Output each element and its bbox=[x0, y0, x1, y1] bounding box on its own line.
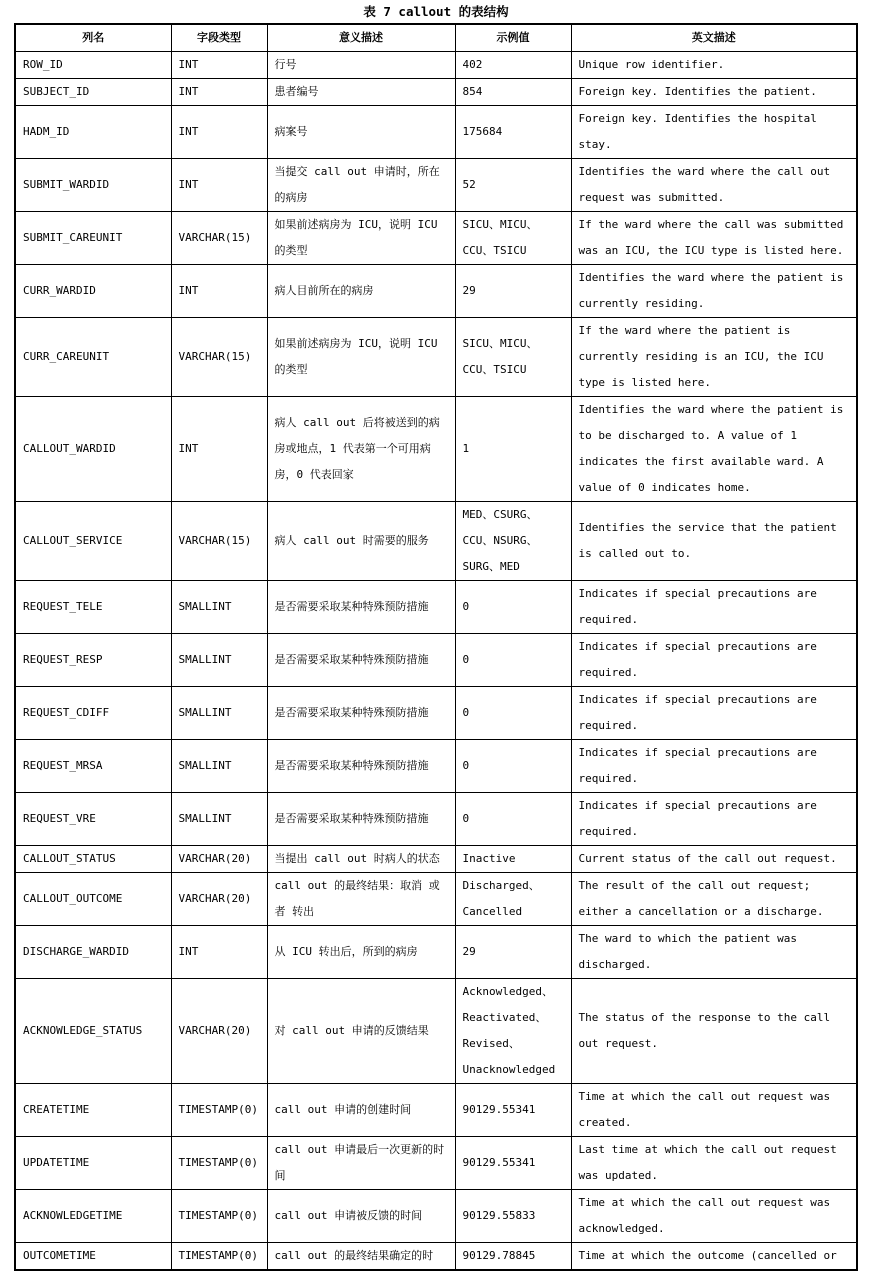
cell-column-name: CALLOUT_STATUS bbox=[15, 846, 171, 873]
cell-english-description: Indicates if special precautions are required. bbox=[571, 793, 857, 846]
cell-field-type: INT bbox=[171, 52, 267, 79]
table-row bbox=[15, 502, 857, 581]
cell-column-name: CURR_CAREUNIT bbox=[15, 318, 171, 397]
cell-english-description: Foreign key. Identifies the hospital stay. bbox=[571, 106, 857, 159]
cell-column-name: CALLOUT_SERVICE bbox=[15, 502, 171, 581]
cell-field-type: INT bbox=[171, 79, 267, 106]
cell-meaning: 当提交 call out 申请时，所在的病房 bbox=[267, 159, 455, 212]
cell-example: 0 bbox=[455, 581, 571, 634]
header-english-description: 英文描述 bbox=[571, 24, 857, 52]
cell-example: Inactive bbox=[455, 846, 571, 873]
cell-field-type: SMALLINT bbox=[171, 740, 267, 793]
table-row bbox=[15, 79, 857, 106]
cell-meaning: 当提出 call out 时病人的状态 bbox=[267, 846, 455, 873]
header-meaning: 意义描述 bbox=[267, 24, 455, 52]
cell-example: 29 bbox=[455, 265, 571, 318]
cell-english-description: The ward to which the patient was discharged. bbox=[571, 926, 857, 979]
cell-field-type: INT bbox=[171, 265, 267, 318]
cell-english-description: The result of the call out request; either a cancellation or a discharge. bbox=[571, 873, 857, 926]
cell-field-type: INT bbox=[171, 159, 267, 212]
table-row bbox=[15, 1190, 857, 1243]
cell-field-type: INT bbox=[171, 926, 267, 979]
cell-field-type: VARCHAR(20) bbox=[171, 873, 267, 926]
table-row bbox=[15, 634, 857, 687]
cell-example: 90129.78845 bbox=[455, 1243, 571, 1271]
cell-example: Discharged、Cancelled bbox=[455, 873, 571, 926]
cell-example: 90129.55341 bbox=[455, 1084, 571, 1137]
cell-field-type: SMALLINT bbox=[171, 793, 267, 846]
cell-english-description: Identifies the ward where the call out request was submitted. bbox=[571, 159, 857, 212]
cell-field-type: TIMESTAMP(0) bbox=[171, 1243, 267, 1271]
table-row bbox=[15, 1243, 857, 1271]
cell-english-description: If the ward where the call was submitted was an ICU, the ICU type is listed here. bbox=[571, 212, 857, 265]
cell-meaning: 行号 bbox=[267, 52, 455, 79]
cell-english-description: Indicates if special precautions are required. bbox=[571, 634, 857, 687]
table-row bbox=[15, 979, 857, 1084]
cell-column-name: DISCHARGE_WARDID bbox=[15, 926, 171, 979]
header-field-type: 字段类型 bbox=[171, 24, 267, 52]
cell-column-name: CALLOUT_WARDID bbox=[15, 397, 171, 502]
cell-column-name: ACKNOWLEDGE_STATUS bbox=[15, 979, 171, 1084]
cell-field-type: INT bbox=[171, 106, 267, 159]
table-row bbox=[15, 581, 857, 634]
cell-example: 854 bbox=[455, 79, 571, 106]
cell-meaning: 病人 call out 时需要的服务 bbox=[267, 502, 455, 581]
cell-english-description: Identifies the ward where the patient is currently residing. bbox=[571, 265, 857, 318]
cell-english-description: If the ward where the patient is currently residing is an ICU, the ICU type is listed here. bbox=[571, 318, 857, 397]
cell-english-description: Indicates if special precautions are required. bbox=[571, 740, 857, 793]
cell-english-description: Indicates if special precautions are required. bbox=[571, 687, 857, 740]
cell-column-name: SUBMIT_WARDID bbox=[15, 159, 171, 212]
table-row bbox=[15, 159, 857, 212]
cell-example: SICU、MICU、CCU、TSICU bbox=[455, 212, 571, 265]
cell-meaning: call out 申请最后一次更新的时间 bbox=[267, 1137, 455, 1190]
cell-field-type: TIMESTAMP(0) bbox=[171, 1190, 267, 1243]
cell-english-description: Time at which the call out request was created. bbox=[571, 1084, 857, 1137]
table-row bbox=[15, 793, 857, 846]
cell-field-type: SMALLINT bbox=[171, 581, 267, 634]
table-row bbox=[15, 1137, 857, 1190]
cell-field-type: TIMESTAMP(0) bbox=[171, 1137, 267, 1190]
cell-english-description: Indicates if special precautions are required. bbox=[571, 581, 857, 634]
cell-example: 0 bbox=[455, 634, 571, 687]
cell-meaning: 病人 call out 后将被送到的病房或地点，1 代表第一个可用病房，0 代表回家 bbox=[267, 397, 455, 502]
cell-example: 0 bbox=[455, 793, 571, 846]
cell-example: 402 bbox=[455, 52, 571, 79]
cell-english-description: Last time at which the call out request was updated. bbox=[571, 1137, 857, 1190]
cell-column-name: OUTCOMETIME bbox=[15, 1243, 171, 1271]
table-row bbox=[15, 873, 857, 926]
cell-meaning: 是否需要采取某种特殊预防措施 bbox=[267, 740, 455, 793]
cell-example: Acknowledged、Reactivated、Revised、Unacknowledged bbox=[455, 979, 571, 1084]
cell-meaning: 从 ICU 转出后，所到的病房 bbox=[267, 926, 455, 979]
cell-example: 52 bbox=[455, 159, 571, 212]
cell-field-type: INT bbox=[171, 397, 267, 502]
table-row bbox=[15, 926, 857, 979]
table-body bbox=[15, 52, 857, 1271]
table-row bbox=[15, 687, 857, 740]
cell-example: 175684 bbox=[455, 106, 571, 159]
cell-field-type: VARCHAR(20) bbox=[171, 846, 267, 873]
cell-example: 29 bbox=[455, 926, 571, 979]
cell-column-name: REQUEST_TELE bbox=[15, 581, 171, 634]
cell-field-type: VARCHAR(15) bbox=[171, 318, 267, 397]
cell-example: 90129.55341 bbox=[455, 1137, 571, 1190]
callout-table-structure bbox=[14, 23, 858, 1271]
cell-field-type: VARCHAR(20) bbox=[171, 979, 267, 1084]
cell-meaning: 如果前述病房为 ICU，说明 ICU 的类型 bbox=[267, 212, 455, 265]
table-header-row bbox=[15, 24, 857, 52]
cell-field-type: TIMESTAMP(0) bbox=[171, 1084, 267, 1137]
header-column-name: 列名 bbox=[15, 24, 171, 52]
cell-meaning: call out 申请的创建时间 bbox=[267, 1084, 455, 1137]
table-row bbox=[15, 397, 857, 502]
cell-example: 90129.55833 bbox=[455, 1190, 571, 1243]
table-row bbox=[15, 52, 857, 79]
cell-meaning: 对 call out 申请的反馈结果 bbox=[267, 979, 455, 1084]
table-row bbox=[15, 106, 857, 159]
cell-column-name: CURR_WARDID bbox=[15, 265, 171, 318]
cell-english-description: The status of the response to the call out request. bbox=[571, 979, 857, 1084]
cell-meaning: 病案号 bbox=[267, 106, 455, 159]
table-row bbox=[15, 212, 857, 265]
cell-meaning: 如果前述病房为 ICU，说明 ICU 的类型 bbox=[267, 318, 455, 397]
cell-column-name: HADM_ID bbox=[15, 106, 171, 159]
cell-column-name: UPDATETIME bbox=[15, 1137, 171, 1190]
cell-meaning: call out 的最终结果：取消 或者 转出 bbox=[267, 873, 455, 926]
cell-example: MED、CSURG、CCU、NSURG、SURG、MED bbox=[455, 502, 571, 581]
cell-column-name: ACKNOWLEDGETIME bbox=[15, 1190, 171, 1243]
cell-column-name: ROW_ID bbox=[15, 52, 171, 79]
table-caption: 表 7 callout 的表结构 bbox=[363, 4, 509, 19]
cell-english-description: Time at which the outcome (cancelled or bbox=[571, 1243, 857, 1271]
cell-column-name: REQUEST_CDIFF bbox=[15, 687, 171, 740]
cell-english-description: Identifies the ward where the patient is to be discharged to. A value of 1 indicates the first available ward. A value of 0 indicates home. bbox=[571, 397, 857, 502]
cell-field-type: VARCHAR(15) bbox=[171, 502, 267, 581]
cell-column-name: SUBMIT_CAREUNIT bbox=[15, 212, 171, 265]
cell-column-name: SUBJECT_ID bbox=[15, 79, 171, 106]
cell-english-description: Foreign key. Identifies the patient. bbox=[571, 79, 857, 106]
cell-column-name: CREATETIME bbox=[15, 1084, 171, 1137]
table-row bbox=[15, 1084, 857, 1137]
cell-example: 0 bbox=[455, 687, 571, 740]
cell-meaning: call out 申请被反馈的时间 bbox=[267, 1190, 455, 1243]
cell-column-name: REQUEST_MRSA bbox=[15, 740, 171, 793]
cell-field-type: SMALLINT bbox=[171, 687, 267, 740]
table-row bbox=[15, 740, 857, 793]
cell-field-type: SMALLINT bbox=[171, 634, 267, 687]
cell-column-name: REQUEST_VRE bbox=[15, 793, 171, 846]
table-row bbox=[15, 265, 857, 318]
cell-meaning: 是否需要采取某种特殊预防措施 bbox=[267, 687, 455, 740]
table-row bbox=[15, 846, 857, 873]
cell-english-description: Identifies the service that the patient is called out to. bbox=[571, 502, 857, 581]
cell-meaning: 是否需要采取某种特殊预防措施 bbox=[267, 581, 455, 634]
cell-english-description: Current status of the call out request. bbox=[571, 846, 857, 873]
cell-example: 1 bbox=[455, 397, 571, 502]
cell-meaning: 病人目前所在的病房 bbox=[267, 265, 455, 318]
cell-meaning: 患者编号 bbox=[267, 79, 455, 106]
table-row bbox=[15, 318, 857, 397]
cell-example: SICU、MICU、CCU、TSICU bbox=[455, 318, 571, 397]
cell-column-name: REQUEST_RESP bbox=[15, 634, 171, 687]
cell-meaning: 是否需要采取某种特殊预防措施 bbox=[267, 634, 455, 687]
cell-meaning: 是否需要采取某种特殊预防措施 bbox=[267, 793, 455, 846]
cell-column-name: CALLOUT_OUTCOME bbox=[15, 873, 171, 926]
cell-example: 0 bbox=[455, 740, 571, 793]
cell-english-description: Unique row identifier. bbox=[571, 52, 857, 79]
cell-field-type: VARCHAR(15) bbox=[171, 212, 267, 265]
cell-meaning: call out 的最终结果确定的时 bbox=[267, 1243, 455, 1271]
cell-english-description: Time at which the call out request was acknowledged. bbox=[571, 1190, 857, 1243]
header-example-value: 示例值 bbox=[455, 24, 571, 52]
